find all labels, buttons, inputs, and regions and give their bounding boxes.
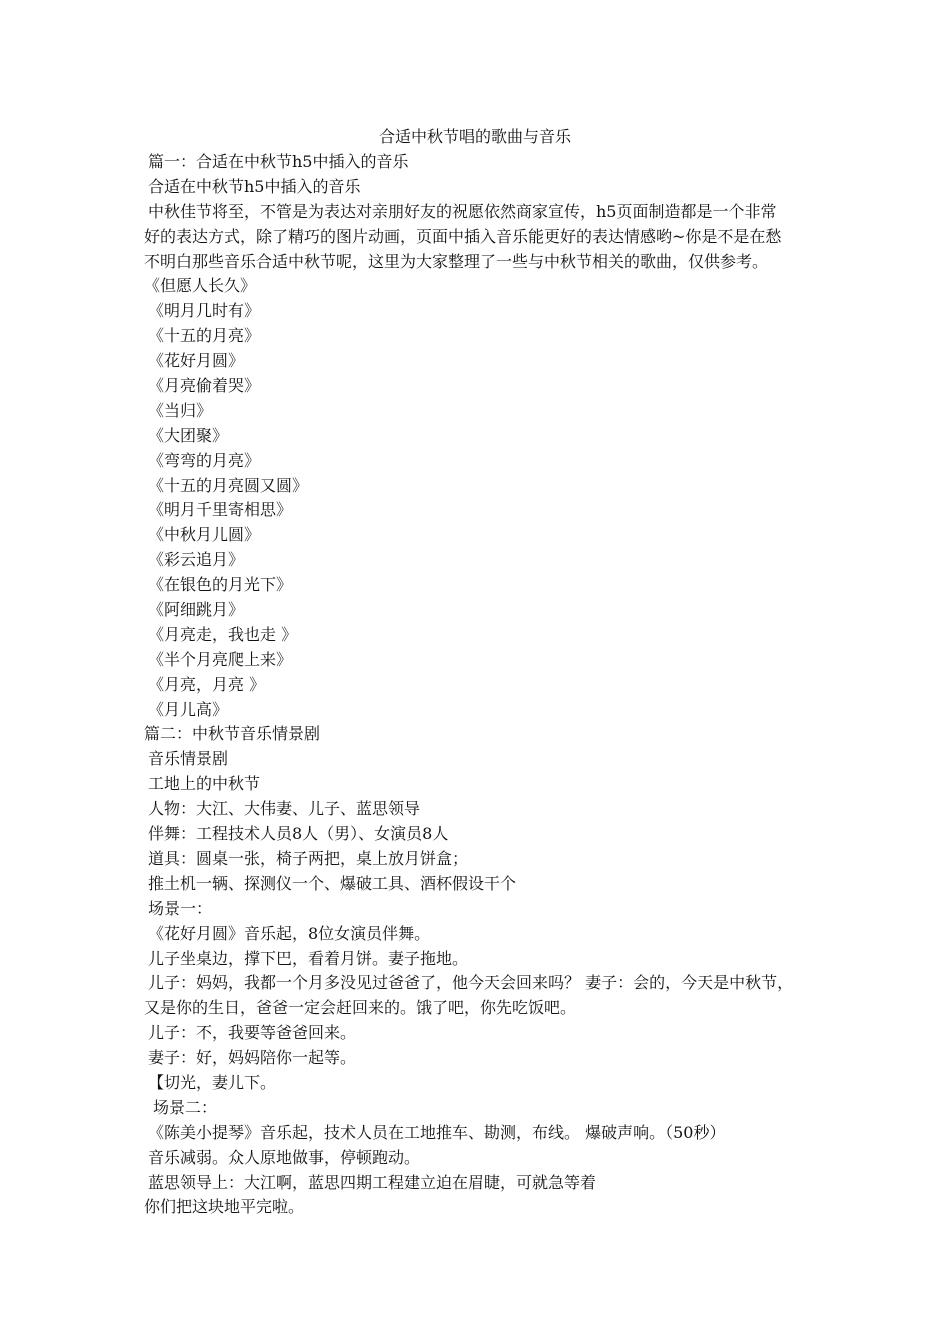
paragraph-line: 《花好月圆》音乐起，8位女演员伴舞。 <box>148 923 431 943</box>
section-heading: 篇二：中秋节音乐情景剧 <box>144 724 321 744</box>
paragraph-line: 儿子：不，我要等爸爸回来。 <box>148 1023 357 1043</box>
paragraph-line: 蓝思领导上：大江啊，蓝思四期工程建立迫在眉睫，可就急等着 <box>148 1172 597 1192</box>
paragraph-line: 工地上的中秋节 <box>148 774 261 794</box>
song-title: 《在银色的月光下》 <box>148 575 293 595</box>
song-title: 《花好月圆》 <box>148 351 245 371</box>
paragraph-line: 伴舞：工程技术人员8人（男）、女演员8人 <box>148 824 449 844</box>
document-title: 合适中秋节唱的歌曲与音乐 <box>378 127 571 146</box>
paragraph-line: 好的表达方式，除了精巧的图片动画，页面中插入音乐能更好的表达情感哟~你是不是在愁 <box>144 226 782 246</box>
paragraph-line: 场景一： <box>148 898 213 918</box>
paragraph-line: 音乐情景剧 <box>148 749 229 769</box>
song-title: 《但愿人长久》 <box>144 276 257 296</box>
song-title: 《月亮走，我也走 》 <box>148 624 298 644</box>
song-title: 《月亮偷着哭》 <box>148 376 261 396</box>
song-title: 《弯弯的月亮》 <box>148 450 261 470</box>
song-title: 《中秋月儿圆》 <box>148 525 261 545</box>
paragraph-line: 场景二： <box>153 1097 218 1117</box>
paragraph-line: 道具：圆桌一张，椅子两把，桌上放月饼盒； <box>148 848 469 868</box>
song-title: 《月亮，月亮 》 <box>148 674 266 694</box>
song-title: 《十五的月亮》 <box>148 326 261 346</box>
paragraph-line: 音乐减弱。众人原地做事，停顿跑动。 <box>148 1147 421 1167</box>
paragraph-line: 推土机一辆、探测仪一个、爆破工具、酒杯假设干个 <box>148 873 517 893</box>
paragraph-line: 人物：大江、大伟妻、儿子、蓝思领导 <box>148 799 421 819</box>
paragraph-line: 《陈美小提琴》音乐起，技术人员在工地推车、勘测，布线。 爆破声响。（50秒） <box>148 1122 726 1142</box>
paragraph-line: 合适在中秋节h5中插入的音乐 <box>148 176 361 196</box>
paragraph-line: 儿子：妈妈，我都一个月多没见过爸爸了，他今天会回来吗？ 妻子：会的，今天是中秋节， <box>148 973 794 993</box>
song-title: 《大团聚》 <box>148 425 229 445</box>
paragraph-line: 儿子坐桌边，撑下巴，看着月饼。妻子拖地。 <box>148 948 469 968</box>
song-title: 《明月几时有》 <box>148 301 261 321</box>
paragraph-line: 【切光，妻儿下。 <box>148 1072 277 1092</box>
paragraph-line: 妻子：好，妈妈陪你一起等。 <box>148 1048 357 1068</box>
song-title: 《月儿高》 <box>148 699 229 719</box>
paragraph-line: 又是你的生日，爸爸一定会赶回来的。饿了吧，你先吃饭吧。 <box>144 998 577 1018</box>
song-title: 《当归》 <box>148 400 213 420</box>
song-title: 《彩云追月》 <box>148 550 245 570</box>
song-title: 《十五的月亮圆又圆》 <box>148 475 309 495</box>
paragraph-line: 中秋佳节将至，不管是为表达对亲朋好友的祝愿依然商家宣传，h5页面制造都是一个非常 <box>148 201 777 221</box>
song-title: 《半个月亮爬上来》 <box>148 649 293 669</box>
paragraph-line: 你们把这块地平完啦。 <box>144 1197 305 1217</box>
document-body <box>144 150 824 1220</box>
section-heading: 篇一：合适在中秋节h5中插入的音乐 <box>148 152 409 171</box>
song-title: 《明月千里寄相思》 <box>148 500 293 520</box>
paragraph-line: 不明白那些音乐合适中秋节呢，这里为大家整理了一些与中秋节相关的歌曲，仅供参考。 <box>144 251 769 271</box>
song-title: 《阿细跳月》 <box>148 600 245 620</box>
